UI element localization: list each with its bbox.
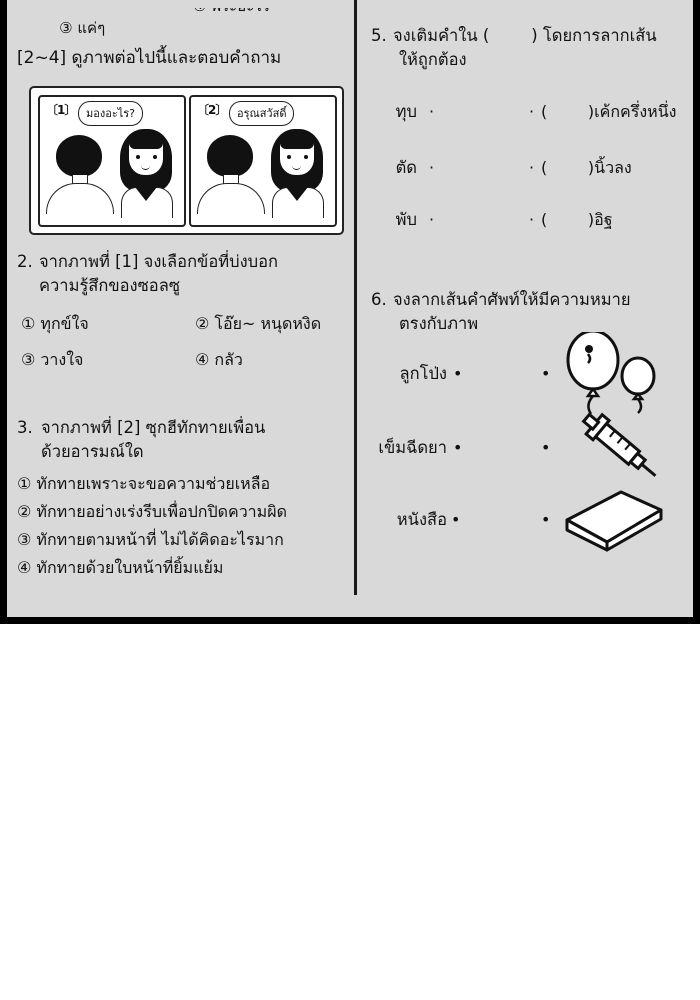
match-6-label-1: ลูกโป่ง (399, 364, 447, 383)
question-3-choice-4[interactable]: ④ ทักทายด้วยใบหน้าที่ยิ้มแย้ม (17, 558, 224, 577)
boy-head-icon (56, 135, 102, 177)
girl-eye-right-icon (153, 155, 157, 159)
comic-cell-2-number: 〔2〕 (197, 103, 227, 117)
match-5-right-1: ( )เค้กครึ่งหนึ่ง (541, 102, 677, 121)
syringe-icon (575, 412, 665, 484)
match-5-left-dot-3[interactable]: · (429, 210, 435, 229)
question-5-number: 5. (371, 26, 387, 45)
boy-head-icon (207, 135, 253, 177)
boy-body-icon (46, 183, 114, 214)
question-5-line1: จงเติมคำใน ( ) โดยการลากเส้น (393, 26, 657, 45)
match-5-left-1: ทุบ (395, 102, 417, 121)
girl-eye-left-icon (136, 155, 140, 159)
boy-body-icon (197, 183, 265, 214)
blank-area (0, 624, 700, 1000)
question-2-choice-1[interactable]: ① ทุกข์ใจ (21, 314, 89, 333)
question-3-choice-2[interactable]: ② ทักทายอย่างเร่งรีบเพื่อปกปิดความผิด (17, 502, 287, 521)
match-5-left-dot-2[interactable]: · (429, 158, 435, 177)
question-6-line2: ตรงกับภาพ (399, 314, 479, 333)
book-icon (559, 486, 669, 552)
match-5-right-2: ( )นิ้วลง (541, 158, 632, 177)
instruction-2-4: [2~4] ดูภาพต่อไปนี้และตอบคำถาม (17, 48, 282, 68)
question-2-line2: ความรู้สึกของซอลซู (39, 276, 181, 295)
question-3-choice-1[interactable]: ① ทักทายเพราะจะขอความช่วยเหลือ (17, 474, 271, 493)
question-5-line2: ให้ถูกต้อง (399, 50, 467, 69)
girl-bangs-icon (280, 139, 314, 149)
question-2-choice-4[interactable]: ④ กลัว (195, 350, 243, 369)
question-6-line1: จงลากเส้นคำศัพท์ให้มีความหมาย (393, 290, 631, 309)
match-5-right-dot-1[interactable]: · (529, 102, 535, 121)
girl-eye-right-icon (304, 155, 308, 159)
comic-cell-2 (189, 95, 337, 227)
comic-cell-2-speech-bubble: อรุณสวัสดิ์ (229, 101, 294, 126)
match-5-right-3: ( )อิฐ (541, 210, 613, 229)
question-3-number: 3. (17, 418, 33, 437)
match-6-left-dot-3[interactable]: • (451, 510, 461, 529)
question-2-choice-2[interactable]: ② โอ๊ย~ หนุดหงิด (195, 314, 322, 333)
question-3-line1: จากภาพที่ [2] ซุกฮีทักทายเพื่อน (41, 418, 266, 437)
match-6-left-dot-2[interactable]: • (453, 438, 463, 457)
question-2-number: 2. (17, 252, 33, 271)
balloons-icon (555, 332, 665, 418)
worksheet-inner (7, 0, 693, 617)
match-6-label-2: เข็มฉีดยา (378, 438, 447, 457)
comic-cell-1-speech-bubble: มองอะไร? (78, 101, 143, 126)
question-3-line2: ด้วยอารมณ์ใด (41, 442, 144, 461)
match-5-left-dot-1[interactable]: · (429, 102, 435, 121)
match-5-right-dot-2[interactable]: · (529, 158, 535, 177)
match-6-right-dot-1[interactable]: • (541, 364, 551, 383)
question-2-line1: จากภาพที่ [1] จงเลือกข้อที่บ่งบอก (39, 252, 279, 271)
question-6-number: 6. (371, 290, 387, 309)
match-6-right-dot-3[interactable]: • (541, 510, 551, 529)
girl-eye-left-icon (287, 155, 291, 159)
question-3-choice-3[interactable]: ③ ทักทายตามหน้าที่ ไม่ได้คิดอะไรมาก (17, 530, 284, 549)
match-5-left-2: ตัด (395, 158, 417, 177)
match-6-left-dot-1[interactable]: • (453, 364, 463, 383)
cut-off-choice-3: ③ แค่ๆ (59, 18, 106, 37)
girl-bangs-icon (129, 139, 163, 149)
match-6-label-3: หนังสือ (396, 510, 447, 529)
match-6-right-dot-2[interactable]: • (541, 438, 551, 457)
comic-panel (29, 86, 344, 235)
cut-off-mask (7, 0, 354, 8)
match-5-left-3: พับ (395, 210, 417, 229)
match-5-right-dot-3[interactable]: · (529, 210, 535, 229)
comic-cell-1 (38, 95, 186, 227)
comic-cell-1-number: 〔1〕 (46, 103, 76, 117)
column-divider (354, 0, 357, 595)
question-2-choice-3[interactable]: ③ วางใจ (21, 350, 84, 369)
